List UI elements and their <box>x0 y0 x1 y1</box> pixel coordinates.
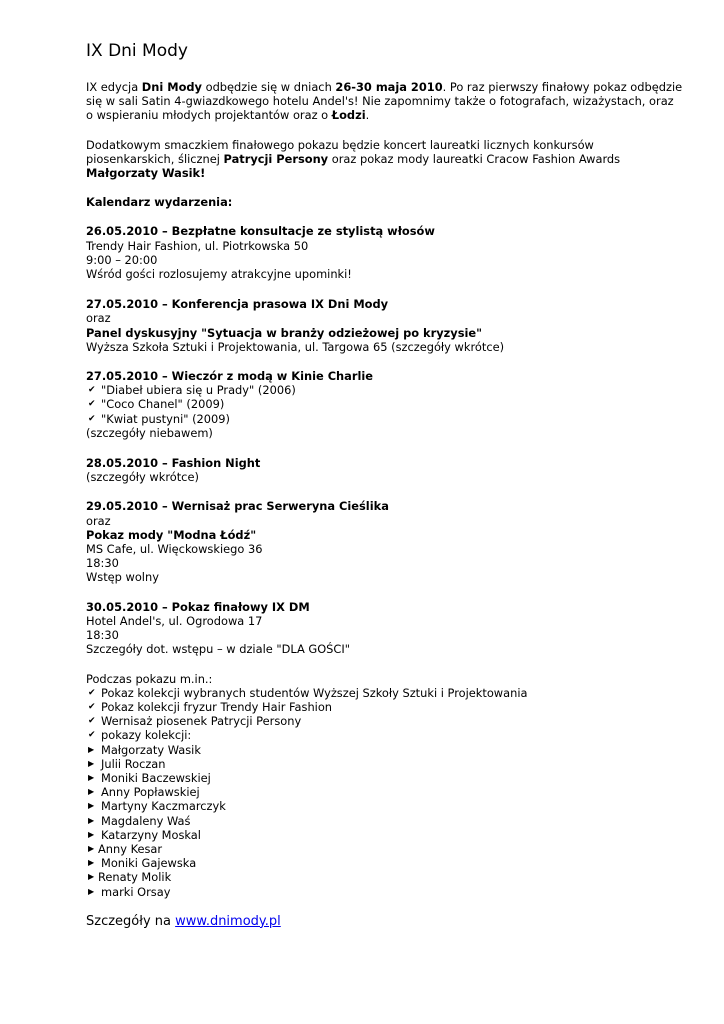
triangle-right-icon: ▶ <box>88 872 95 882</box>
event-heading: 28.05.2010 – Fashion Night <box>86 456 261 471</box>
collections-list <box>86 743 684 899</box>
event-6: 30.05.2010 – Pokaz finałowy IX DM Hotel Andel's, ul. Ogrodowa 17 18:30 Szczegóły dot. wstępu – w dziale "DLA GOŚCI" <box>86 599 350 657</box>
list-item: ▶ Katarzyny Moskal <box>88 827 201 842</box>
check-icon: ✔ <box>88 716 96 727</box>
list-item: ✔ pokazy kolekcji: <box>88 728 192 743</box>
triangle-right-icon: ▶ <box>88 744 95 754</box>
list-item: ✔ "Kwiat pustyni" (2009) <box>88 411 230 426</box>
list-item: ▶ Julii Roczan <box>88 756 166 771</box>
event-1: 26.05.2010 – Bezpłatne konsultacje ze stylistą włosów Trendy Hair Fashion, ul. Piotrkowska 50 9:00 – 20:00 Wśród gości rozlosujemy atrakcyjne upominki! <box>86 224 435 282</box>
film-list <box>86 383 684 426</box>
calendar-heading: Kalendarz wydarzenia: <box>86 195 233 210</box>
triangle-right-icon: ▶ <box>88 801 95 811</box>
triangle-right-icon: ▶ <box>88 858 95 868</box>
list-item: ✔ Wernisaż piosenek Patrycji Persony <box>88 714 302 729</box>
event-subheading: Pokaz mody "Modna Łódź" <box>86 527 257 542</box>
check-icon: ✔ <box>88 399 96 410</box>
check-icon: ✔ <box>88 385 96 396</box>
list-item: ✔ "Coco Chanel" (2009) <box>88 397 225 412</box>
list-item: ▶ Moniki Baczewskiej <box>88 770 211 785</box>
event-5: 29.05.2010 – Wernisaż prac Serweryna Cieślika oraz Pokaz mody "Modna Łódź" MS Cafe, ul. Więckowskiego 36 18:30 Wstęp wolny <box>86 499 389 585</box>
check-icon: ✔ <box>88 687 96 698</box>
list-item: ▶ Martyny Kaczmarczyk <box>88 799 226 814</box>
triangle-right-icon: ▶ <box>88 843 95 853</box>
event-3: 27.05.2010 – Wieczór z modą w Kinie Charlie ✔ "Diabeł ubiera się u Prady" (2006) ✔ "Coco Chanel" (2009) ✔ "Kwiat pustyni" (2009) (szczegóły niebawem) <box>86 369 684 440</box>
event-heading: 26.05.2010 – Bezpłatne konsultacje ze stylistą włosów <box>86 224 435 239</box>
list-item: ▶ Małgorzaty Wasik <box>88 742 201 757</box>
list-item: ✔ "Diabeł ubiera się u Prady" (2006) <box>88 383 296 398</box>
extra-paragraph: Dodatkowym smaczkiem finałowego pokazu będzie koncert laureatki licznych konkursów piosenkarskich, ślicznej Patrycji Persony oraz pokaz mody laureatki Cracow Fashion Awards Małgorzaty Wasik! <box>86 137 621 181</box>
triangle-right-icon: ▶ <box>88 758 95 768</box>
triangle-right-icon: ▶ <box>88 815 95 825</box>
list-item: ▶ Anny Popławskiej <box>88 785 200 800</box>
triangle-right-icon: ▶ <box>88 787 95 797</box>
show-program: Podczas pokazu m.in.: ✔ Pokaz kolekcji wybranych studentów Wyższej Szkoły Sztuki i Projektowania ✔ Pokaz kolekcji fryzur Trendy Hair Fashion ✔ Wernisaż piosenek Patrycji Persony ✔ pokazy kolekcji: ▶ Małgorzaty Wasik ▶ Julii Roczan ▶ Moniki Baczewskiej ▶ Anny Popławskiej ▶ Martyny Kaczmarczyk ▶ Magdaleny Waś ▶ Katarzyny Moskal ▶ Anny Kesar ▶ Moniki Gajewska ▶ Renaty Molik ▶ marki Orsay <box>86 672 684 899</box>
event-heading: 30.05.2010 – Pokaz finałowy IX DM <box>86 599 310 614</box>
triangle-right-icon: ▶ <box>88 829 95 839</box>
event-heading: 27.05.2010 – Wieczór z modą w Kinie Charlie <box>86 369 373 384</box>
list-item: ▶ Renaty Molik <box>88 870 172 885</box>
triangle-right-icon: ▶ <box>88 886 95 896</box>
list-item: ▶ marki Orsay <box>88 884 171 899</box>
list-item: ▶ Moniki Gajewska <box>88 856 197 871</box>
event-heading: 29.05.2010 – Wernisaż prac Serweryna Cieślika <box>86 499 389 514</box>
event-heading: 27.05.2010 – Konferencja prasowa IX Dni Mody <box>86 297 389 312</box>
event-2: 27.05.2010 – Konferencja prasowa IX Dni Mody oraz Panel dyskusyjny "Sytuacja w branży odzieżowej po kryzysie" Wyższa Szkoła Sztuki i Projektowania, ul. Targowa 65 (szczegóły wkrótce) <box>86 297 505 354</box>
website-link[interactable]: www.dnimody.pl <box>175 913 281 929</box>
show-check-list <box>86 686 684 743</box>
event-subheading: Panel dyskusyjny "Sytuacja w branży odzieżowej po kryzysie" <box>86 325 483 340</box>
list-item: ▶ Magdaleny Waś <box>88 813 191 828</box>
list-item: ✔ Pokaz kolekcji fryzur Trendy Hair Fashion <box>88 699 333 714</box>
triangle-right-icon: ▶ <box>88 772 95 782</box>
list-item: ▶ Anny Kesar <box>88 841 163 856</box>
event-4: 28.05.2010 – Fashion Night (szczegóły wkrótce) <box>86 456 261 485</box>
list-item: ✔ Pokaz kolekcji wybranych studentów Wyższej Szkoły Sztuki i Projektowania <box>88 685 528 700</box>
intro-paragraph: IX edycja Dni Mody odbędzie się w dniach 26-30 maja 2010. Po raz pierwszy finałowy pokaz odbędzie się w sali Satin 4-gwiazdkowego hotelu Andel's! Nie zapomnimy także o fotografach, wizażystach, oraz o wspieraniu młodych projektantów oraz o Łodzi. <box>86 80 683 123</box>
check-icon: ✔ <box>88 730 96 741</box>
check-icon: ✔ <box>88 701 96 712</box>
check-icon: ✔ <box>88 413 96 424</box>
details-footer: Szczegóły na www.dnimody.pl <box>86 913 281 929</box>
page-title: IX Dni Mody <box>86 41 188 61</box>
